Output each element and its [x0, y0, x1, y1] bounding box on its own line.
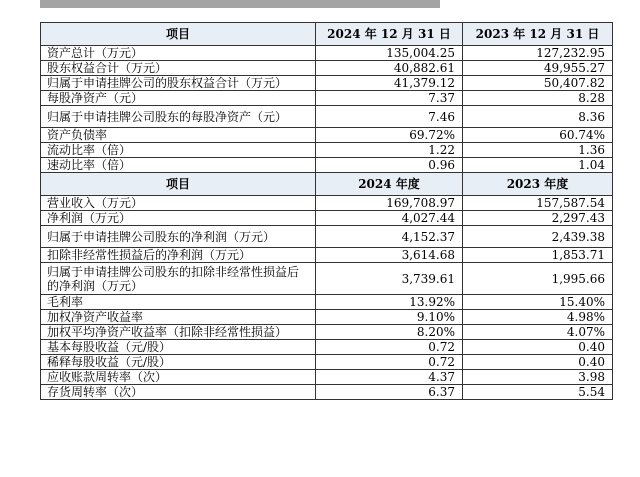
table-row	[41, 46, 613, 61]
section1-header-row	[41, 23, 613, 46]
table-row	[41, 196, 613, 211]
row-label: 稀释每股收益（元/股）	[41, 355, 316, 370]
table-row	[41, 61, 613, 76]
value-2024: 40,882.61	[316, 61, 463, 76]
value-2024: 8.20%	[316, 325, 463, 340]
value-2024: 4,152.37	[316, 226, 463, 248]
value-2024: 135,004.25	[316, 46, 463, 61]
row-label: 扣除非经常性损益后的净利润（万元）	[41, 248, 316, 263]
value-2024: 41,379.12	[316, 76, 463, 91]
value-2024: 69.72%	[316, 128, 463, 143]
row-label: 股东权益合计（万元）	[41, 61, 316, 76]
value-2023: 1,853.71	[463, 248, 613, 263]
table-row	[41, 370, 613, 385]
table-row	[41, 248, 613, 263]
table-row	[41, 385, 613, 400]
table-row	[41, 355, 613, 370]
value-2023: 2,439.38	[463, 226, 613, 248]
financial-table-container	[40, 22, 612, 400]
table-row	[41, 106, 613, 128]
table-row	[41, 295, 613, 310]
value-2023: 4.98%	[463, 310, 613, 325]
row-label: 加权净资产收益率	[41, 310, 316, 325]
row-label: 归属于申请挂牌公司股东的扣除非经常性损益后的净利润（万元）	[41, 263, 316, 295]
cropped-heading-strip	[40, 0, 440, 8]
table-row	[41, 325, 613, 340]
row-label: 资产负债率	[41, 128, 316, 143]
row-label: 资产总计（万元）	[41, 46, 316, 61]
row-label: 毛利率	[41, 295, 316, 310]
row-label: 每股净资产（元）	[41, 91, 316, 106]
value-2023: 0.40	[463, 340, 613, 355]
header-item: 项目	[41, 173, 316, 196]
value-2024: 0.96	[316, 158, 463, 173]
value-2024: 3,739.61	[316, 263, 463, 295]
value-2023: 8.36	[463, 106, 613, 128]
value-2024: 0.72	[316, 355, 463, 370]
financial-indicators-table	[40, 22, 613, 400]
value-2023: 3.98	[463, 370, 613, 385]
table-row	[41, 211, 613, 226]
row-label: 流动比率（倍）	[41, 143, 316, 158]
value-2024: 7.46	[316, 106, 463, 128]
table-row	[41, 263, 613, 295]
row-label: 存货周转率（次）	[41, 385, 316, 400]
row-label: 加权平均净资产收益率（扣除非经常性损益）	[41, 325, 316, 340]
value-2024: 6.37	[316, 385, 463, 400]
value-2023: 0.40	[463, 355, 613, 370]
row-label: 归属于申请挂牌公司股东的净利润（万元）	[41, 226, 316, 248]
table-row	[41, 158, 613, 173]
value-2024: 4,027.44	[316, 211, 463, 226]
value-2023: 8.28	[463, 91, 613, 106]
row-label: 净利润（万元）	[41, 211, 316, 226]
value-2024: 169,708.97	[316, 196, 463, 211]
value-2024: 9.10%	[316, 310, 463, 325]
header-2024-annual: 2024 年度	[316, 173, 463, 196]
value-2023: 5.54	[463, 385, 613, 400]
value-2024: 1.22	[316, 143, 463, 158]
table-row	[41, 128, 613, 143]
row-label: 基本每股收益（元/股）	[41, 340, 316, 355]
value-2024: 7.37	[316, 91, 463, 106]
table-row	[41, 226, 613, 248]
value-2023: 15.40%	[463, 295, 613, 310]
value-2023: 2,297.43	[463, 211, 613, 226]
value-2023: 127,232.95	[463, 46, 613, 61]
section2-header-row	[41, 173, 613, 196]
row-label: 速动比率（倍）	[41, 158, 316, 173]
value-2023: 4.07%	[463, 325, 613, 340]
value-2023: 50,407.82	[463, 76, 613, 91]
value-2024: 4.37	[316, 370, 463, 385]
header-2023-year-end: 2023 年 12 月 31 日	[463, 23, 613, 46]
header-2023-annual: 2023 年度	[463, 173, 613, 196]
value-2023: 1,995.66	[463, 263, 613, 295]
row-label: 归属于申请挂牌公司的股东权益合计（万元）	[41, 76, 316, 91]
value-2023: 157,587.54	[463, 196, 613, 211]
table-row	[41, 76, 613, 91]
value-2023: 1.04	[463, 158, 613, 173]
value-2024: 3,614.68	[316, 248, 463, 263]
row-label: 归属于申请挂牌公司股东的每股净资产（元）	[41, 106, 316, 128]
header-item: 项目	[41, 23, 316, 46]
value-2024: 0.72	[316, 340, 463, 355]
header-2024-year-end: 2024 年 12 月 31 日	[316, 23, 463, 46]
value-2023: 60.74%	[463, 128, 613, 143]
table-row	[41, 310, 613, 325]
value-2023: 1.36	[463, 143, 613, 158]
table-row	[41, 91, 613, 106]
value-2023: 49,955.27	[463, 61, 613, 76]
row-label: 营业收入（万元）	[41, 196, 316, 211]
value-2024: 13.92%	[316, 295, 463, 310]
row-label: 应收账款周转率（次）	[41, 370, 316, 385]
table-row	[41, 340, 613, 355]
table-row	[41, 143, 613, 158]
